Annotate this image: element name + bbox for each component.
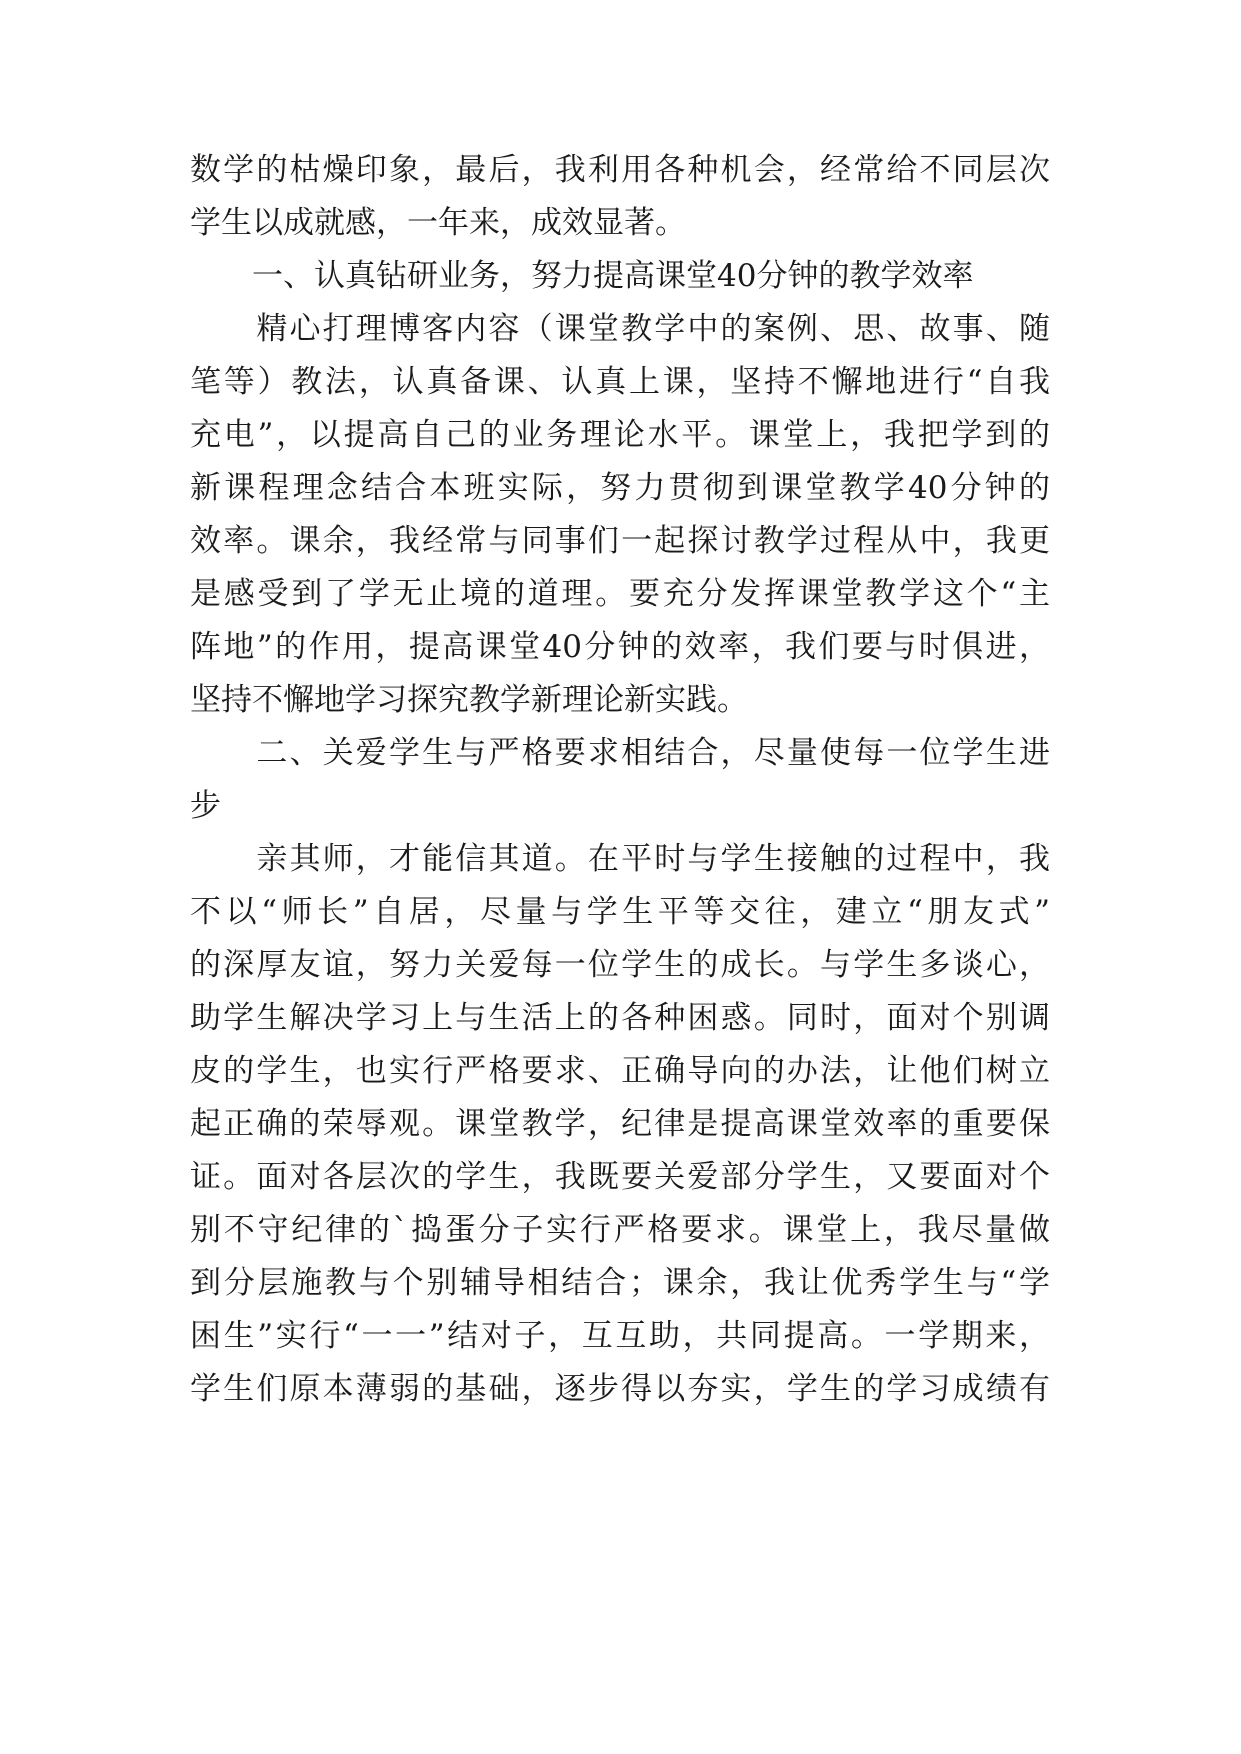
text-line: 起正确的荣辱观。课堂教学，纪律是提高课堂效率的重要保: [190, 1106, 1050, 1142]
text-line: 坚持不懈地学习探究教学新理论新实践。: [190, 682, 748, 718]
text-line: 学生们原本薄弱的基础，逐步得以夯实，学生的学习成绩有: [190, 1371, 1050, 1407]
text-line: 数学的枯燥印象，最后，我利用各种机会，经常给不同层次: [190, 152, 1050, 188]
text-line: 阵地”的作用，提高课堂40分钟的效率，我们要与时俱进，: [190, 629, 1050, 665]
section-heading: 一、认真钻研业务，努力提高课堂40分钟的教学效率: [190, 258, 974, 294]
text-line: 困生”实行“一一”结对子，互互助，共同提高。一学期来，: [190, 1318, 1050, 1354]
text-line: 新课程理念结合本班实际，努力贯彻到课堂教学40分钟的: [190, 470, 1050, 506]
text-line: 学生以成就感，一年来，成效显著。: [190, 205, 686, 241]
text-line: 皮的学生，也实行严格要求、正确导向的办法，让他们树立: [190, 1053, 1050, 1089]
text-line: 亲其师，才能信其道。在平时与学生接触的过程中，我: [190, 841, 1050, 877]
section-heading: 二、关爱学生与严格要求相结合，尽量使每一位学生进: [190, 735, 1050, 771]
text-line: 充电”，以提高自己的业务理论水平。课堂上，我把学到的: [190, 417, 1050, 453]
section-heading-continued: 步: [190, 788, 221, 824]
text-line: 不以“师长”自居，尽量与学生平等交往，建立“朋友式”: [190, 894, 1050, 930]
text-line: 别不守纪律的`捣蛋分子实行严格要求。课堂上，我尽量做: [190, 1212, 1050, 1248]
text-line: 笔等）教法，认真备课、认真上课，坚持不懈地进行“自我: [190, 364, 1050, 400]
text-line: 证。面对各层次的学生，我既要关爱部分学生，又要面对个: [190, 1159, 1050, 1195]
text-line: 精心打理博客内容（课堂教学中的案例、思、故事、随: [190, 311, 1050, 347]
text-line: 的深厚友谊，努力关爱每一位学生的成长。与学生多谈心，: [190, 947, 1050, 983]
text-line: 是感受到了学无止境的道理。要充分发挥课堂教学这个“主: [190, 576, 1050, 612]
text-line: 效率。课余，我经常与同事们一起探讨教学过程从中，我更: [190, 523, 1050, 559]
text-line: 助学生解决学习上与生活上的各种困惑。同时，面对个别调: [190, 1000, 1050, 1036]
text-line: 到分层施教与个别辅导相结合；课余，我让优秀学生与“学: [190, 1265, 1050, 1301]
